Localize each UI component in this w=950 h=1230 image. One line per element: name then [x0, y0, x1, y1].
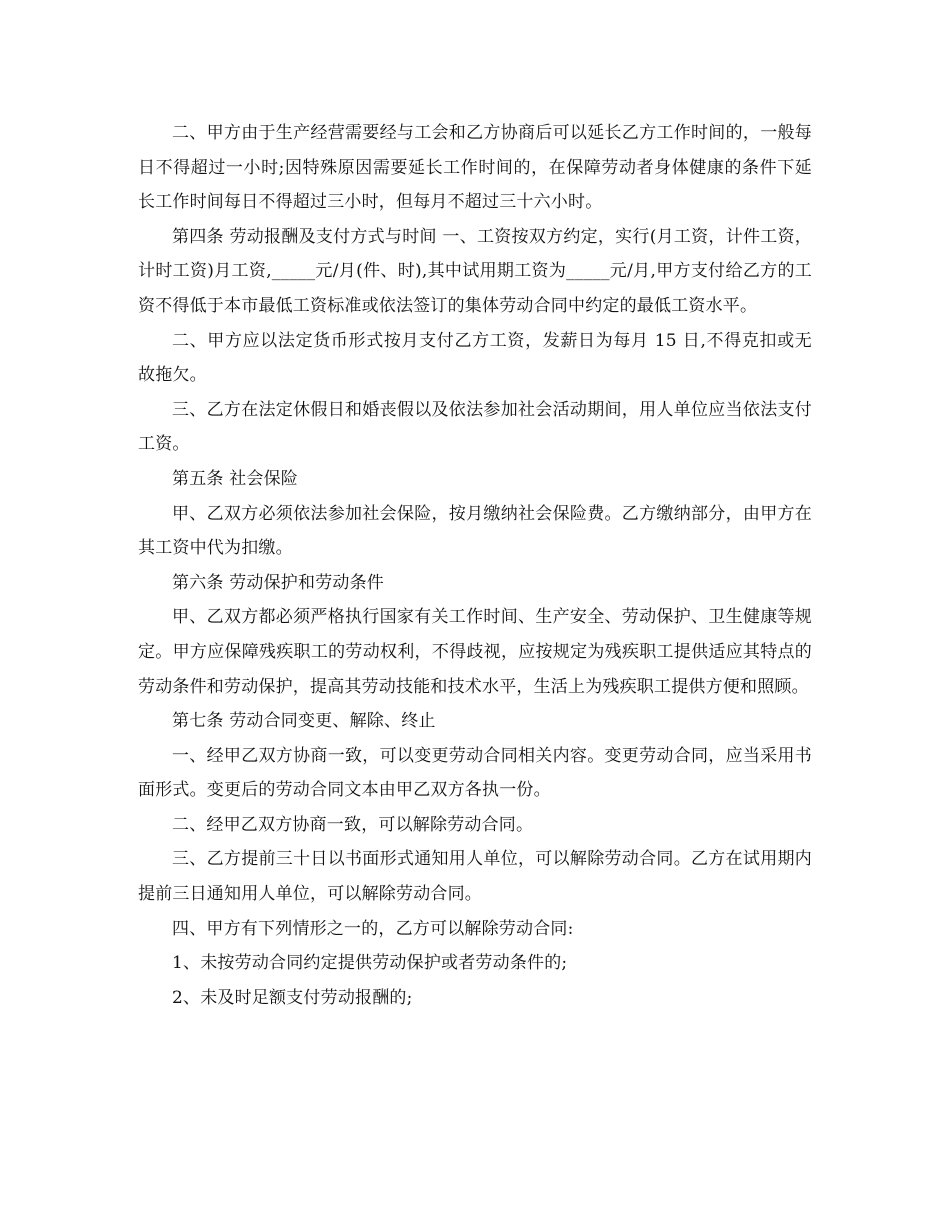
paragraph-holiday-pay: 三、乙方在法定休假日和婚丧假以及依法参加社会活动期间，用人单位应当依法支付工资。	[138, 399, 812, 455]
paragraph-labor-protection: 甲、乙双方都必须严格执行国家有关工作时间、生产安全、劳动保护、卫生健康等规定。甲方应保障残疾职工的劳动权利，不得歧视，应按规定为残疾职工提供适应其特点的劳动条件和劳动保护，提高其劳动技能和技术水平，生活上为残疾职工提供方便和照顾。	[138, 607, 812, 697]
list-item-1: 1、未按劳动合同约定提供劳动保护或者劳动条件的;	[172, 953, 568, 974]
paragraph-contract-change: 一、经甲乙双方协商一致，可以变更劳动合同相关内容。变更劳动合同，应当采用书面形式。变更后的劳动合同文本由甲乙双方各执一份。	[138, 745, 812, 801]
paragraph-social-insurance: 甲、乙双方必须依法参加社会保险，按月缴纳社会保险费。乙方缴纳部分，由甲方在其工资中代为扣缴。	[138, 503, 812, 559]
paragraph-mutual-termination: 二、经甲乙双方协商一致，可以解除劳动合同。	[172, 814, 534, 835]
paragraph-employee-termination-grounds: 四、甲方有下列情形之一的，乙方可以解除劳动合同:	[172, 918, 574, 939]
paragraph-overtime: 二、甲方由于生产经营需要经与工会和乙方协商后可以延长乙方工作时间的，一般每日不得超过一小时;因特殊原因需要延长工作时间的，在保障劳动者身体健康的条件下延长工作时间每日不得超过三小时，但每月不超过三十六小时。	[138, 123, 812, 213]
paragraph-payday: 二、甲方应以法定货币形式按月支付乙方工资，发薪日为每月 15 日,不得克扣或无故拖欠。	[138, 330, 812, 386]
heading-article5: 第五条 社会保险	[172, 468, 299, 489]
document-body	[138, 116, 812, 1015]
list-item-2: 2、未及时足额支付劳动报酬的;	[172, 987, 413, 1008]
heading-article7: 第七条 劳动合同变更、解除、终止	[172, 711, 436, 732]
paragraph-notice-termination: 三、乙方提前三十日以书面形式通知用人单位，可以解除劳动合同。乙方在试用期内提前三日通知用人单位，可以解除劳动合同。	[138, 849, 812, 905]
paragraph-article4-wages: 第四条 劳动报酬及支付方式与时间 一、工资按双方约定，实行(月工资，计件工资，计时工资)月工资,_____元/月(件、时),其中试用期工资为_____元/月,甲方支付给乙方的工资不得低于本市最低工资标准或依法签订的集体劳动合同中约定的最低工资水平。	[138, 226, 812, 316]
heading-article6: 第六条 劳动保护和劳动条件	[172, 572, 385, 593]
